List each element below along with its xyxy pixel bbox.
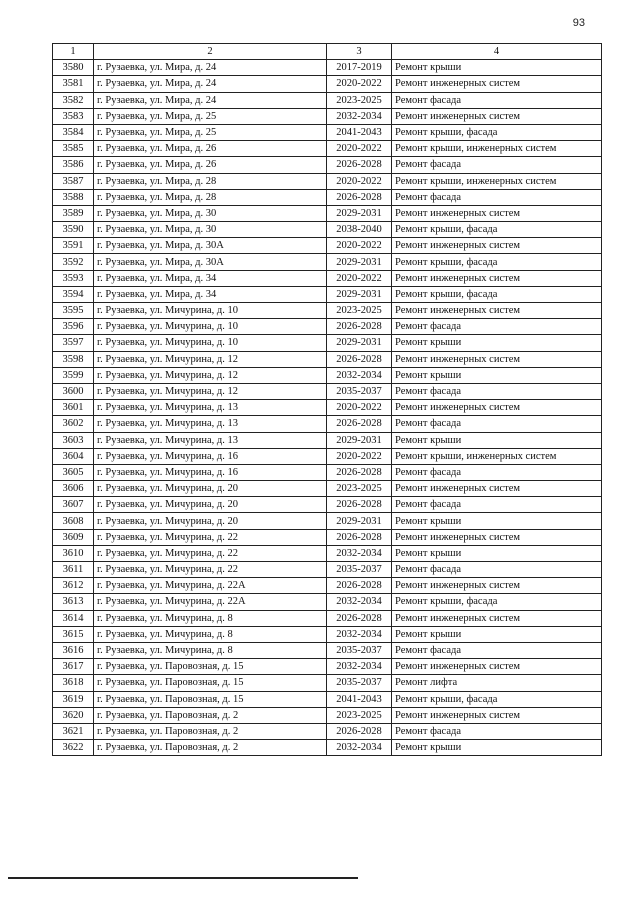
row-number-cell: 3609	[53, 529, 94, 545]
row-number-cell: 3607	[53, 497, 94, 513]
work-type-cell: Ремонт инженерных систем	[392, 303, 602, 319]
row-number-cell: 3585	[53, 141, 94, 157]
table-row	[53, 303, 602, 319]
table-row	[53, 157, 602, 173]
period-cell: 2026-2028	[327, 464, 392, 480]
row-number-cell: 3608	[53, 513, 94, 529]
address-cell: г. Рузаевка, ул. Паровозная, д. 2	[94, 740, 327, 756]
address-cell: г. Рузаевка, ул. Мира, д. 28	[94, 189, 327, 205]
period-cell: 2026-2028	[327, 723, 392, 739]
work-type-cell: Ремонт крыши, фасада	[392, 254, 602, 270]
work-type-cell: Ремонт фасада	[392, 562, 602, 578]
row-number-cell: 3618	[53, 675, 94, 691]
row-number-cell: 3622	[53, 740, 94, 756]
period-cell: 2032-2034	[327, 740, 392, 756]
table-row	[53, 92, 602, 108]
work-type-cell: Ремонт крыши	[392, 335, 602, 351]
address-cell: г. Рузаевка, ул. Мичурина, д. 20	[94, 481, 327, 497]
work-type-cell: Ремонт фасада	[392, 497, 602, 513]
work-type-cell: Ремонт крыши	[392, 626, 602, 642]
work-type-cell: Ремонт инженерных систем	[392, 529, 602, 545]
period-cell: 2023-2025	[327, 707, 392, 723]
address-cell: г. Рузаевка, ул. Мира, д. 25	[94, 124, 327, 140]
table-row	[53, 60, 602, 76]
work-type-cell: Ремонт инженерных систем	[392, 578, 602, 594]
address-cell: г. Рузаевка, ул. Мичурина, д. 10	[94, 319, 327, 335]
work-type-cell: Ремонт крыши, фасада	[392, 124, 602, 140]
period-cell: 2035-2037	[327, 383, 392, 399]
address-cell: г. Рузаевка, ул. Мира, д. 26	[94, 157, 327, 173]
period-cell: 2017-2019	[327, 60, 392, 76]
work-type-cell: Ремонт фасада	[392, 464, 602, 480]
table-row	[53, 286, 602, 302]
period-cell: 2026-2028	[327, 416, 392, 432]
row-number-cell: 3617	[53, 659, 94, 675]
table-row	[53, 610, 602, 626]
table-row	[53, 76, 602, 92]
work-type-cell: Ремонт крыши	[392, 367, 602, 383]
address-cell: г. Рузаевка, ул. Мичурина, д. 13	[94, 432, 327, 448]
row-number-cell: 3595	[53, 303, 94, 319]
column-header-3: 3	[327, 44, 392, 60]
period-cell: 2029-2031	[327, 513, 392, 529]
work-type-cell: Ремонт фасада	[392, 642, 602, 658]
work-type-cell: Ремонт фасада	[392, 92, 602, 108]
row-number-cell: 3614	[53, 610, 94, 626]
period-cell: 2032-2034	[327, 659, 392, 675]
row-number-cell: 3589	[53, 205, 94, 221]
period-cell: 2032-2034	[327, 367, 392, 383]
table-row	[53, 383, 602, 399]
period-cell: 2020-2022	[327, 238, 392, 254]
table-row	[53, 659, 602, 675]
row-number-cell: 3583	[53, 108, 94, 124]
column-header-2: 2	[94, 44, 327, 60]
address-cell: г. Рузаевка, ул. Мичурина, д. 22	[94, 545, 327, 561]
work-type-cell: Ремонт крыши	[392, 513, 602, 529]
work-type-cell: Ремонт инженерных систем	[392, 351, 602, 367]
table-row	[53, 205, 602, 221]
period-cell: 2023-2025	[327, 481, 392, 497]
row-number-cell: 3599	[53, 367, 94, 383]
row-number-cell: 3619	[53, 691, 94, 707]
address-cell: г. Рузаевка, ул. Мичурина, д. 8	[94, 626, 327, 642]
address-cell: г. Рузаевка, ул. Мичурина, д. 10	[94, 335, 327, 351]
row-number-cell: 3603	[53, 432, 94, 448]
work-type-cell: Ремонт фасада	[392, 189, 602, 205]
row-number-cell: 3612	[53, 578, 94, 594]
work-type-cell: Ремонт крыши	[392, 432, 602, 448]
repair-schedule-table	[52, 43, 602, 756]
work-type-cell: Ремонт крыши, инженерных систем	[392, 448, 602, 464]
row-number-cell: 3620	[53, 707, 94, 723]
period-cell: 2032-2034	[327, 108, 392, 124]
work-type-cell: Ремонт крыши, инженерных систем	[392, 173, 602, 189]
work-type-cell: Ремонт крыши, фасада	[392, 286, 602, 302]
period-cell: 2032-2034	[327, 545, 392, 561]
row-number-cell: 3596	[53, 319, 94, 335]
work-type-cell: Ремонт фасада	[392, 319, 602, 335]
address-cell: г. Рузаевка, ул. Мира, д. 30А	[94, 238, 327, 254]
row-number-cell: 3597	[53, 335, 94, 351]
table-row	[53, 707, 602, 723]
address-cell: г. Рузаевка, ул. Мира, д. 34	[94, 270, 327, 286]
period-cell: 2038-2040	[327, 222, 392, 238]
period-cell: 2020-2022	[327, 141, 392, 157]
address-cell: г. Рузаевка, ул. Паровозная, д. 15	[94, 691, 327, 707]
table-row	[53, 481, 602, 497]
table-row	[53, 335, 602, 351]
period-cell: 2023-2025	[327, 303, 392, 319]
period-cell: 2029-2031	[327, 205, 392, 221]
address-cell: г. Рузаевка, ул. Мичурина, д. 13	[94, 416, 327, 432]
period-cell: 2026-2028	[327, 497, 392, 513]
period-cell: 2041-2043	[327, 691, 392, 707]
period-cell: 2029-2031	[327, 432, 392, 448]
row-number-cell: 3580	[53, 60, 94, 76]
work-type-cell: Ремонт фасада	[392, 383, 602, 399]
address-cell: г. Рузаевка, ул. Мира, д. 24	[94, 76, 327, 92]
period-cell: 2029-2031	[327, 335, 392, 351]
address-cell: г. Рузаевка, ул. Мичурина, д. 12	[94, 383, 327, 399]
table-row	[53, 238, 602, 254]
address-cell: г. Рузаевка, ул. Мичурина, д. 20	[94, 497, 327, 513]
table-row	[53, 464, 602, 480]
address-cell: г. Рузаевка, ул. Мира, д. 26	[94, 141, 327, 157]
period-cell: 2032-2034	[327, 594, 392, 610]
row-number-cell: 3598	[53, 351, 94, 367]
work-type-cell: Ремонт фасада	[392, 157, 602, 173]
period-cell: 2035-2037	[327, 562, 392, 578]
table-row	[53, 642, 602, 658]
table-row	[53, 270, 602, 286]
page-number: 93	[572, 17, 585, 29]
address-cell: г. Рузаевка, ул. Мичурина, д. 12	[94, 351, 327, 367]
row-number-cell: 3615	[53, 626, 94, 642]
period-cell: 2026-2028	[327, 529, 392, 545]
row-number-cell: 3601	[53, 400, 94, 416]
address-cell: г. Рузаевка, ул. Паровозная, д. 15	[94, 675, 327, 691]
work-type-cell: Ремонт инженерных систем	[392, 610, 602, 626]
table-row	[53, 675, 602, 691]
row-number-cell: 3613	[53, 594, 94, 610]
period-cell: 2026-2028	[327, 578, 392, 594]
period-cell: 2020-2022	[327, 270, 392, 286]
period-cell: 2020-2022	[327, 173, 392, 189]
row-number-cell: 3582	[53, 92, 94, 108]
table-row	[53, 124, 602, 140]
work-type-cell: Ремонт инженерных систем	[392, 270, 602, 286]
column-header-1: 1	[53, 44, 94, 60]
address-cell: г. Рузаевка, ул. Мира, д. 24	[94, 60, 327, 76]
period-cell: 2026-2028	[327, 319, 392, 335]
table-row	[53, 626, 602, 642]
address-cell: г. Рузаевка, ул. Мичурина, д. 16	[94, 464, 327, 480]
table-row	[53, 254, 602, 270]
work-type-cell: Ремонт крыши	[392, 545, 602, 561]
period-cell: 2023-2025	[327, 92, 392, 108]
work-type-cell: Ремонт инженерных систем	[392, 707, 602, 723]
work-type-cell: Ремонт инженерных систем	[392, 400, 602, 416]
period-cell: 2026-2028	[327, 351, 392, 367]
period-cell: 2020-2022	[327, 76, 392, 92]
address-cell: г. Рузаевка, ул. Мичурина, д. 22А	[94, 578, 327, 594]
period-cell: 2041-2043	[327, 124, 392, 140]
period-cell: 2029-2031	[327, 254, 392, 270]
table-row	[53, 578, 602, 594]
work-type-cell: Ремонт лифта	[392, 675, 602, 691]
table-row	[53, 416, 602, 432]
work-type-cell: Ремонт инженерных систем	[392, 238, 602, 254]
table-row	[53, 222, 602, 238]
work-type-cell: Ремонт инженерных систем	[392, 108, 602, 124]
work-type-cell: Ремонт фасада	[392, 416, 602, 432]
bottom-rule	[8, 877, 358, 879]
table-row	[53, 319, 602, 335]
address-cell: г. Рузаевка, ул. Мичурина, д. 8	[94, 642, 327, 658]
period-cell: 2035-2037	[327, 675, 392, 691]
address-cell: г. Рузаевка, ул. Мичурина, д. 8	[94, 610, 327, 626]
address-cell: г. Рузаевка, ул. Мичурина, д. 12	[94, 367, 327, 383]
address-cell: г. Рузаевка, ул. Мира, д. 30	[94, 205, 327, 221]
address-cell: г. Рузаевка, ул. Мичурина, д. 22	[94, 562, 327, 578]
work-type-cell: Ремонт инженерных систем	[392, 481, 602, 497]
work-type-cell: Ремонт крыши	[392, 740, 602, 756]
period-cell: 2020-2022	[327, 400, 392, 416]
work-type-cell: Ремонт инженерных систем	[392, 659, 602, 675]
table-row	[53, 141, 602, 157]
address-cell: г. Рузаевка, ул. Мира, д. 30	[94, 222, 327, 238]
table-header-row	[53, 44, 602, 60]
table-row	[53, 108, 602, 124]
work-type-cell: Ремонт крыши	[392, 60, 602, 76]
row-number-cell: 3604	[53, 448, 94, 464]
work-type-cell: Ремонт крыши, фасада	[392, 691, 602, 707]
row-number-cell: 3590	[53, 222, 94, 238]
table-row	[53, 497, 602, 513]
row-number-cell: 3605	[53, 464, 94, 480]
table-row	[53, 562, 602, 578]
row-number-cell: 3581	[53, 76, 94, 92]
row-number-cell: 3592	[53, 254, 94, 270]
address-cell: г. Рузаевка, ул. Паровозная, д. 2	[94, 707, 327, 723]
address-cell: г. Рузаевка, ул. Паровозная, д. 2	[94, 723, 327, 739]
address-cell: г. Рузаевка, ул. Паровозная, д. 15	[94, 659, 327, 675]
row-number-cell: 3602	[53, 416, 94, 432]
period-cell: 2035-2037	[327, 642, 392, 658]
period-cell: 2026-2028	[327, 157, 392, 173]
row-number-cell: 3584	[53, 124, 94, 140]
work-type-cell: Ремонт фасада	[392, 723, 602, 739]
work-type-cell: Ремонт крыши, фасада	[392, 222, 602, 238]
address-cell: г. Рузаевка, ул. Мичурина, д. 13	[94, 400, 327, 416]
address-cell: г. Рузаевка, ул. Мира, д. 34	[94, 286, 327, 302]
table-row	[53, 594, 602, 610]
table-row	[53, 691, 602, 707]
period-cell: 2026-2028	[327, 189, 392, 205]
table-row	[53, 173, 602, 189]
row-number-cell: 3587	[53, 173, 94, 189]
table-row	[53, 529, 602, 545]
address-cell: г. Рузаевка, ул. Мира, д. 24	[94, 92, 327, 108]
period-cell: 2020-2022	[327, 448, 392, 464]
row-number-cell: 3588	[53, 189, 94, 205]
address-cell: г. Рузаевка, ул. Мичурина, д. 20	[94, 513, 327, 529]
work-type-cell: Ремонт инженерных систем	[392, 205, 602, 221]
work-type-cell: Ремонт инженерных систем	[392, 76, 602, 92]
row-number-cell: 3621	[53, 723, 94, 739]
address-cell: г. Рузаевка, ул. Мичурина, д. 10	[94, 303, 327, 319]
period-cell: 2032-2034	[327, 626, 392, 642]
row-number-cell: 3593	[53, 270, 94, 286]
table-row	[53, 367, 602, 383]
row-number-cell: 3594	[53, 286, 94, 302]
address-cell: г. Рузаевка, ул. Мичурина, д. 16	[94, 448, 327, 464]
table-row	[53, 545, 602, 561]
table-row	[53, 189, 602, 205]
table-row	[53, 351, 602, 367]
table-row	[53, 432, 602, 448]
table-row	[53, 400, 602, 416]
column-header-4: 4	[392, 44, 602, 60]
address-cell: г. Рузаевка, ул. Мира, д. 28	[94, 173, 327, 189]
address-cell: г. Рузаевка, ул. Мичурина, д. 22	[94, 529, 327, 545]
row-number-cell: 3606	[53, 481, 94, 497]
work-type-cell: Ремонт крыши, фасада	[392, 594, 602, 610]
table-row	[53, 513, 602, 529]
period-cell: 2029-2031	[327, 286, 392, 302]
row-number-cell: 3610	[53, 545, 94, 561]
table-row	[53, 740, 602, 756]
row-number-cell: 3591	[53, 238, 94, 254]
address-cell: г. Рузаевка, ул. Мира, д. 25	[94, 108, 327, 124]
row-number-cell: 3611	[53, 562, 94, 578]
period-cell: 2026-2028	[327, 610, 392, 626]
table-body	[53, 60, 602, 756]
row-number-cell: 3586	[53, 157, 94, 173]
row-number-cell: 3616	[53, 642, 94, 658]
row-number-cell: 3600	[53, 383, 94, 399]
work-type-cell: Ремонт крыши, инженерных систем	[392, 141, 602, 157]
address-cell: г. Рузаевка, ул. Мичурина, д. 22А	[94, 594, 327, 610]
table-row	[53, 723, 602, 739]
address-cell: г. Рузаевка, ул. Мира, д. 30А	[94, 254, 327, 270]
table-row	[53, 448, 602, 464]
